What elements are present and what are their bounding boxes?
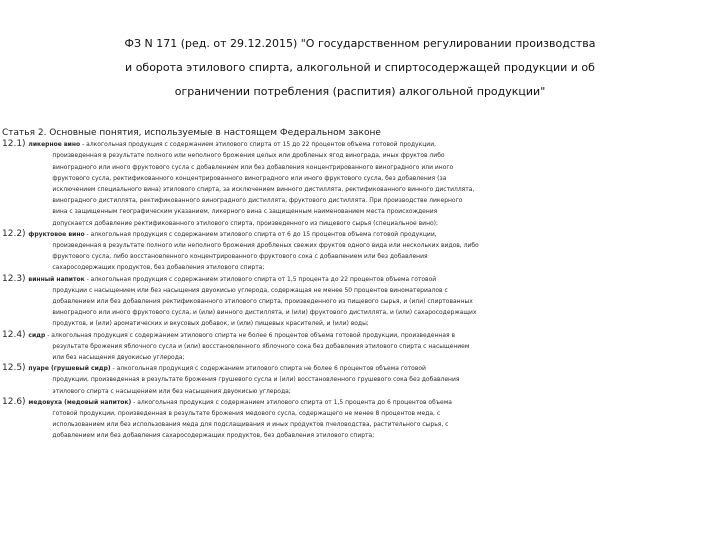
definition-text: - алкогольная продукция с содержанием этилового спирта не более 6 процентов объема готовой [110, 365, 426, 373]
item-number: 12.4) [2, 329, 29, 340]
definition-text: - алкогольная продукция с содержанием этилового спирта от 1,5 процента до 22 процентов объема готовой [84, 275, 437, 283]
item-text [28, 397, 714, 442]
title-line-1: ФЗ N 171 (ред. от 29.12.2015) "О государственном регулировании производства [124, 37, 596, 50]
item-first-line [28, 397, 714, 408]
defined-term: пуаре (грушевый сидр) [28, 365, 111, 373]
definition-item [2, 229, 714, 274]
item-text [28, 330, 714, 364]
defined-term: сидр [28, 331, 46, 339]
definition-item [2, 363, 714, 397]
item-number: 12.1) [2, 139, 29, 150]
definition-line: или без насыщения двуокисью углерода; [52, 354, 185, 362]
definition-line: исключением специального вина) этилового спирта, за исключением винного дистиллята, ректификованного винного дистиллята, [52, 186, 475, 194]
definition-text: - алкогольная продукция с содержанием этилового спирта не более 6 процентов объема готовой продукции, произведенная в [45, 331, 456, 339]
item-first-line [28, 330, 714, 341]
definition-line: добавлением или без добавления ректификованного этилового спирта, произведенного из пищевого сырья, и (или) спиртованных [52, 298, 473, 306]
definition-item [2, 274, 714, 330]
definition-line: виноградного или иного фруктового сусла, и (или) винного дистиллята, и (или) фруктового дистиллята, и (или) сахаросодержащих [52, 309, 477, 317]
item-text [28, 274, 714, 330]
item-number: 12.6) [2, 396, 29, 407]
definition-text: - алкогольная продукция с содержанием этилового спирта от 1,5 процента до 6 процентов объема [131, 398, 452, 406]
definition-item [2, 139, 714, 229]
defined-term: медовуха (медовый напиток) [28, 398, 132, 406]
item-first-line [28, 274, 714, 285]
law-text [2, 128, 714, 442]
definition-line: допускается добавление ректификованного этилового спирта, произведенного из пищевого сырья (специальное вино); [52, 219, 439, 227]
definitions-list [2, 139, 714, 441]
title-line-2: и оборота этилового спирта, алкогольной и спиртосодержащей продукции и об [125, 61, 595, 74]
item-text [28, 363, 714, 397]
definition-line: виноградного или иного фруктового сусла с добавлением или без добавления концентрированного виноградного или иного [52, 163, 454, 171]
item-text [28, 139, 714, 229]
item-first-line [28, 229, 714, 240]
definition-line: готовой продукции, произведенная в результате брожения медового сусла, содержащего не менее 8 процентов меда, с [52, 410, 441, 418]
definition-text: - алкогольная продукция с содержанием этилового спирта от 6 до 15 процентов объема готовой продукции, [84, 230, 437, 238]
definition-line: фруктового сусла, ректификованного концентрированного виноградного или иного фруктового сусла, без добавления (за [52, 174, 447, 182]
definition-line: вина с защищенным географическим указанием, ликерного вина с защищенным наименованием места происхождения [52, 208, 438, 216]
definition-line: этилового спирта с насыщением или без насыщения двуокисью углерода; [52, 387, 291, 395]
definition-item [2, 397, 714, 442]
item-first-line [28, 139, 714, 150]
item-number: 12.5) [2, 363, 29, 374]
defined-term: винный напиток [28, 275, 85, 283]
definition-line: сахаросодержащих продуктов, без добавления этилового спирта; [52, 264, 265, 272]
item-first-line [28, 363, 714, 374]
definition-line: продуктов, и (или) ароматических и вкусовых добавок, и (или) пищевых красителей, и (или) воды; [52, 320, 369, 328]
definition-line: продукции, произведенная в результате брожения грушевого сусла и (или) восстановленного грушевого сока без добавления [52, 376, 460, 384]
item-number: 12.3) [2, 273, 29, 284]
article-heading: Статья 2. Основные понятия, используемые в настоящем Федеральном законе [2, 128, 381, 138]
defined-term: фруктовое вино [28, 230, 85, 238]
definition-line: использованием или без использования меда для подслащивания и иных продуктов пчеловодства, растительного сырья, с [52, 421, 449, 429]
definition-line: результате брожения яблочного сусла и (или) восстановленного яблочного сока без добавления этилового спирта с насыщением [52, 342, 470, 350]
definition-line: добавлением или без добавления сахаросодержащих продуктов, без добавления этилового спирта; [52, 432, 375, 440]
definition-line: виноградного дистиллята, ректификованного виноградного дистиллята, фруктового дистиллята. При производстве ликерного [52, 197, 463, 205]
item-text [28, 229, 714, 274]
definition-line: фруктового сусла, либо восстановленного концентрированного фруктового сока с добавлением или без добавления [52, 253, 428, 261]
definition-line: произведенная в результате полного или неполного брожения целых или дробленых ягод винограда, иных фруктов либо [52, 152, 445, 160]
definition-line: произведенная в результате полного или неполного брожения дробленых свежих фруктов одного вида или нескольких видов, либо [52, 242, 479, 250]
slide-title [0, 32, 720, 104]
defined-term: ликерное вино [28, 141, 81, 149]
definition-text: - алкогольная продукция с содержанием этилового спирта от 15 до 22 процентов объема готовой продукции, [80, 141, 436, 149]
item-number: 12.2) [2, 228, 29, 239]
title-line-3: ограничении потребления (распития) алкогольной продукции" [174, 85, 546, 98]
definition-line: продукции с насыщением или без насыщения двуокисью углерода, содержащая не менее 50 процентов виноматериалов с [52, 286, 448, 294]
definition-item [2, 330, 714, 364]
